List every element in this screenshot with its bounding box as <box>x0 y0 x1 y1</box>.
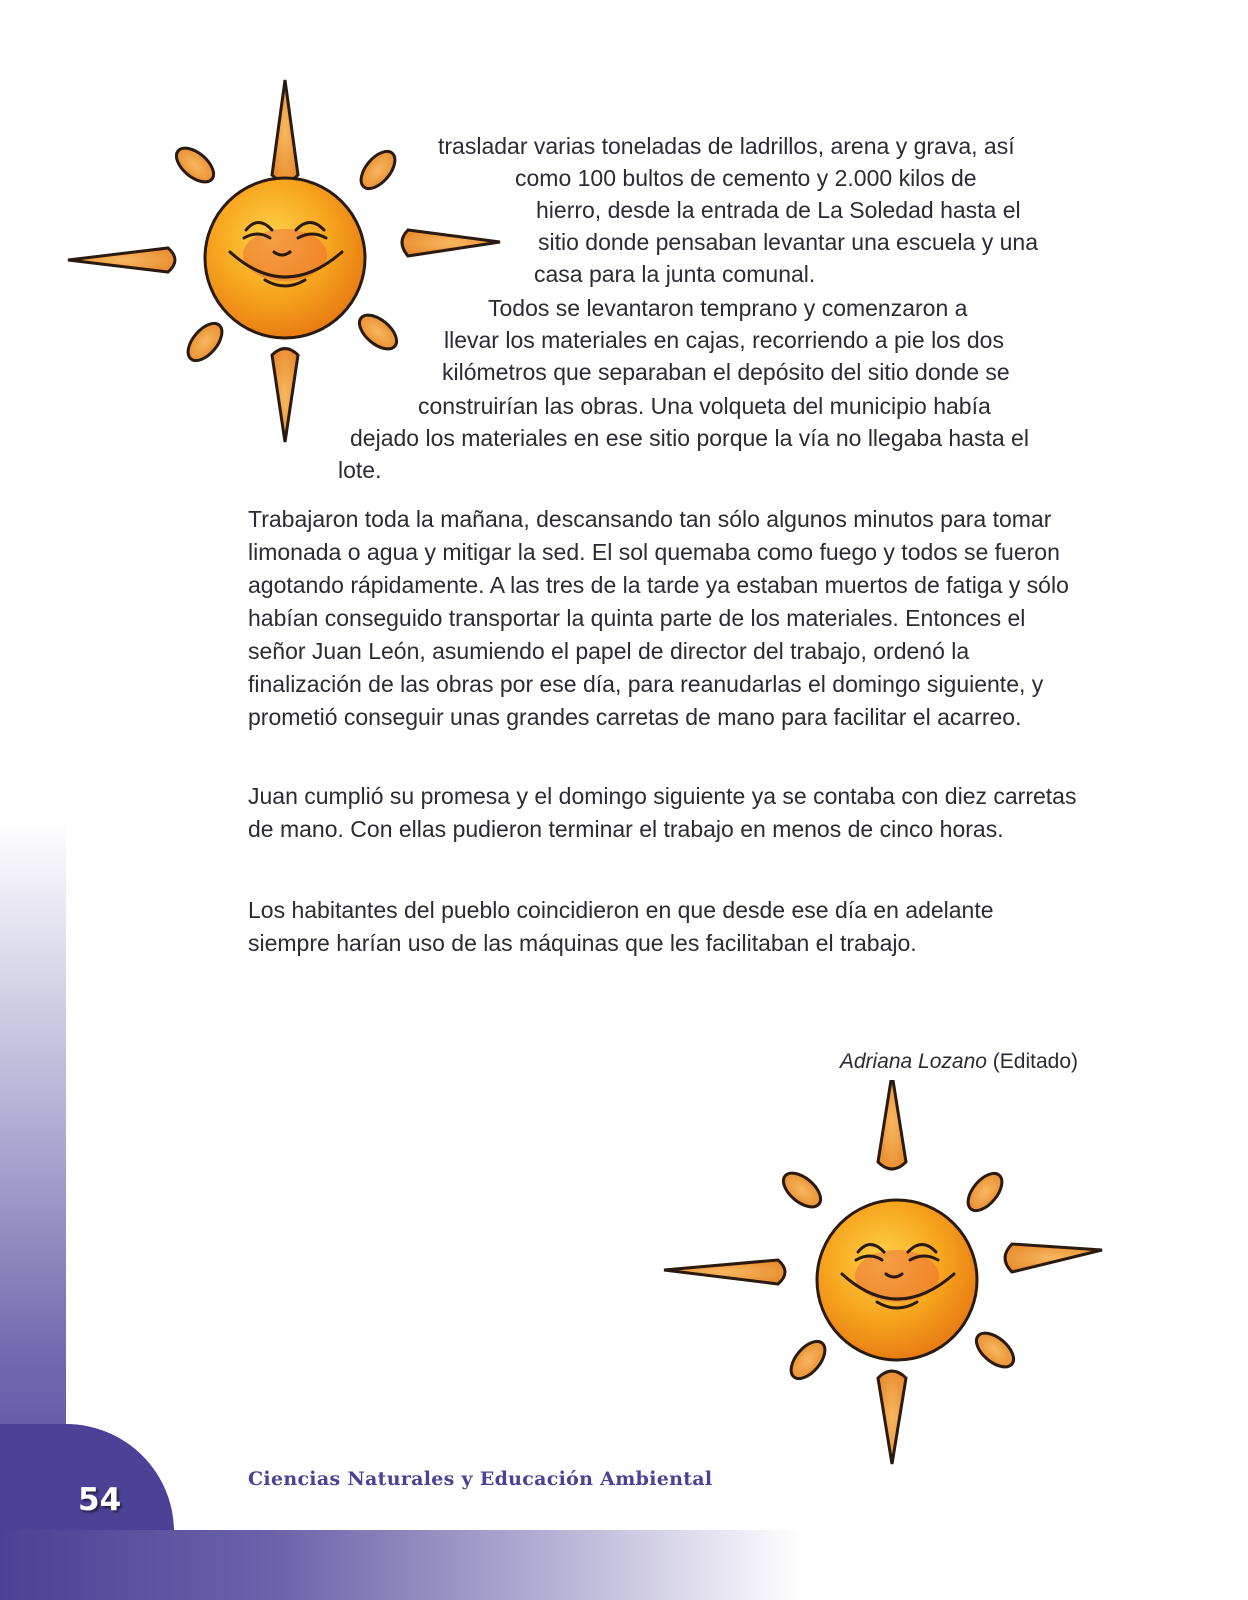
author-credit <box>840 1050 1078 1074</box>
intro-line-5: casa para la junta comunal. <box>534 261 816 287</box>
bottom-gradient-band <box>0 1530 800 1600</box>
intro-line-10: dejado los materiales en ese sitio porque la vía no llegaba hasta el <box>350 425 1029 451</box>
book-title: Ciencias Naturales y Educación Ambiental <box>248 1468 713 1490</box>
paragraph-2: Juan cumplió su promesa y el domingo siguiente ya se contaba con diez carretas de mano. Con ellas pudieron terminar el trabajo en menos de cinco horas. <box>248 783 1077 842</box>
page-number: 54 <box>78 1482 122 1518</box>
intro-line-8: kilómetros que separaban el depósito del sitio donde se <box>442 359 1010 385</box>
intro-line-4: sitio donde pensaban levantar una escuela y una <box>538 229 1038 255</box>
author-name: Adriana Lozano <box>839 1050 987 1073</box>
intro-line-7: llevar los materiales en cajas, recorriendo a pie los dos <box>444 327 1004 353</box>
intro-line-2: como 100 bultos de cemento y 2.000 kilos de <box>515 165 977 191</box>
paragraph-1: Trabajaron toda la mañana, descansando tan sólo algunos minutos para tomar limonada o agua y mitigar la sed. El sol quemaba como fuego y todos se fueron agotando rápidamente. A las tres de la tarde ya estaban muertos de fatiga y sólo habían conseguido transportar la quinta parte de los materiales. Entonces el señor Juan León, asumiendo el papel de director del trabajo, ordenó la finalización de las obras por ese día, para reanudarlas el domingo siguiente, y prometió conseguir unas grandes carretas de mano para facilitar el acarreo. <box>248 506 1069 730</box>
intro-line-6: Todos se levantaron temprano y comenzaron a <box>488 295 968 321</box>
intro-line-3: hierro, desde la entrada de La Soledad hasta el <box>536 197 1021 223</box>
edited-note: (Editado) <box>992 1050 1078 1073</box>
paragraph-3: Los habitantes del pueblo coincidieron en que desde ese día en adelante siempre harían uso de las máquinas que les facilitaban el trabajo. <box>248 897 994 956</box>
intro-line-9: construirían las obras. Una volqueta del municipio había <box>418 393 991 419</box>
intro-line-11: lote. <box>338 457 382 483</box>
intro-line-1: trasladar varias toneladas de ladrillos, arena y grava, así <box>438 133 1015 159</box>
smiling-sun-illustration-bottom <box>660 1080 1140 1480</box>
